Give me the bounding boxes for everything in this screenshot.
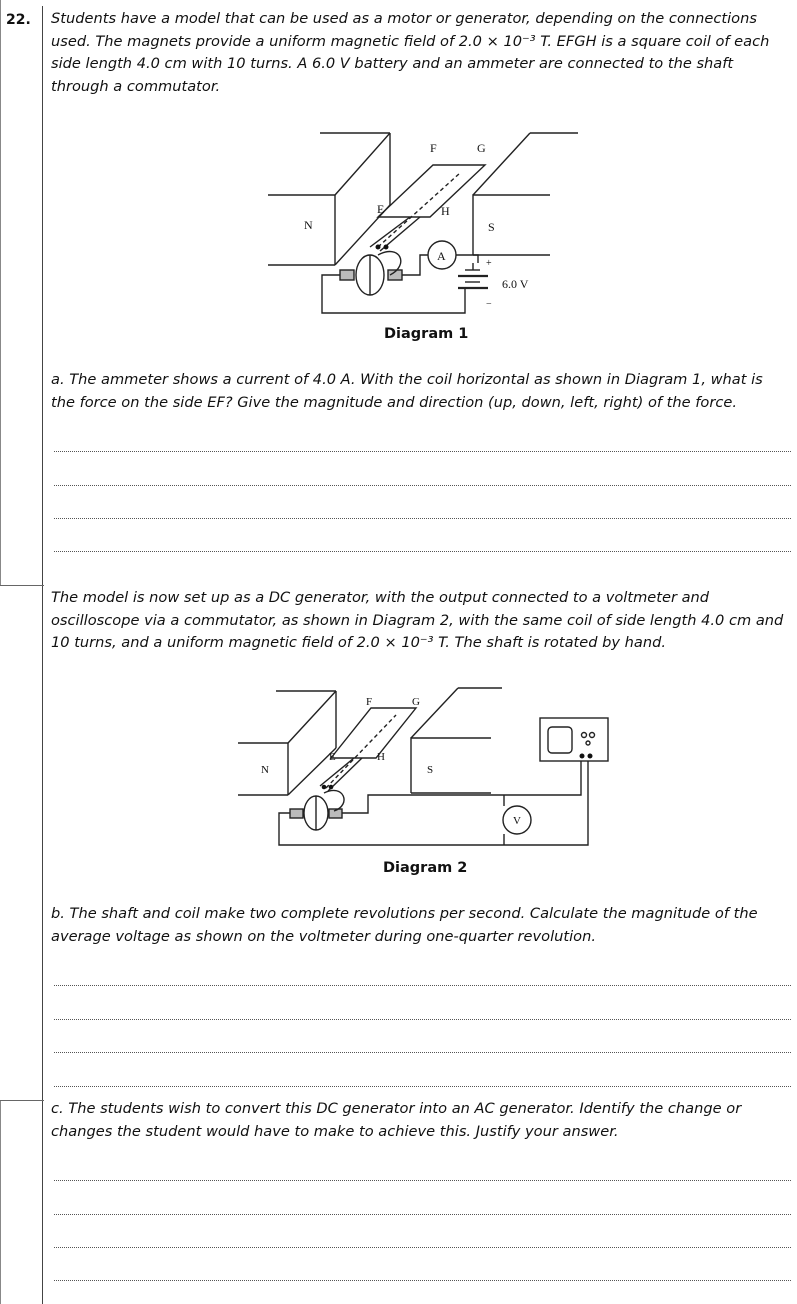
- question-number: 22.: [6, 12, 31, 28]
- diagram-1: [260, 125, 590, 320]
- label-n: N: [304, 218, 313, 232]
- magnet-n-block: [268, 133, 390, 195]
- label-ammeter: A: [437, 249, 446, 263]
- label-e: E: [377, 202, 385, 216]
- coil-efgh: [378, 165, 485, 217]
- brush-left: [290, 809, 303, 818]
- label-n: N: [261, 764, 269, 776]
- answer-line-c3[interactable]: [54, 1247, 791, 1248]
- label-h: H: [441, 204, 450, 218]
- label-s: S: [427, 764, 434, 776]
- answer-line-a2[interactable]: [54, 485, 791, 486]
- label-f: F: [366, 696, 373, 708]
- answer-line-a3[interactable]: [54, 518, 791, 519]
- label-plus: +: [486, 258, 492, 269]
- left-border-bottom: [0, 1100, 1, 1304]
- answer-line-c1[interactable]: [54, 1180, 791, 1181]
- part-c-text: c. The students wish to convert this DC generator into an AC generator. Identify the change or changes the student would have to make to achieve this. Justify your answer.: [51, 1100, 742, 1140]
- answer-line-a4[interactable]: [54, 551, 791, 552]
- label-g: G: [412, 696, 420, 708]
- magnet-s-block: [411, 738, 491, 793]
- label-s: S: [488, 220, 495, 234]
- question-intro: Students have a model that can be used as a motor or generator, depending on the connections used. The magnets provide a uniform magnetic field of 2.0 × 10⁻³ T. EFGH is a square coil of each side length 4.0 cm with 10 turns. A 6.0 V battery and an ammeter are connected to the shaft through a commutator.: [51, 10, 770, 95]
- left-border-top: [0, 0, 1, 585]
- part-2-intro: The model is now set up as a DC generator, with the output connected to a voltmeter and oscilloscope via a commutator, as shown in Diagram 2, with the same coil of side length 4.0 cm and 10 turns, and a uniform magnetic field of 2.0 × 10⁻³ T. The shaft is rotated by hand.: [51, 589, 784, 651]
- label-h: H: [377, 751, 385, 763]
- answer-line-c4[interactable]: [54, 1280, 791, 1281]
- magnet-n-block: [238, 691, 336, 743]
- coil-efgh: [331, 708, 416, 758]
- label-battery: 6.0 V: [502, 277, 529, 291]
- answer-line-b1[interactable]: [54, 985, 791, 986]
- diagram-2-caption: Diagram 2: [383, 860, 468, 876]
- label-voltmeter: V: [513, 815, 521, 827]
- label-minus: −: [486, 299, 492, 310]
- answer-line-c2[interactable]: [54, 1214, 791, 1215]
- brush-left: [340, 270, 354, 280]
- label-f: F: [430, 141, 437, 155]
- part-a-text: a. The ammeter shows a current of 4.0 A. With the coil horizontal as shown in Diagram 1, what is the force on the side EF? Give the magnitude and direction (up, down, left, right) of the force.: [51, 371, 763, 411]
- answer-line-b4[interactable]: [54, 1086, 791, 1087]
- magnet-s-block: [473, 195, 550, 255]
- diagram-2: [236, 683, 616, 851]
- question-divider-line: [42, 6, 43, 1304]
- section-rule-top: [0, 585, 44, 586]
- oscilloscope-screen: [548, 727, 572, 753]
- diagram-1-caption: Diagram 1: [384, 326, 469, 342]
- answer-line-b3[interactable]: [54, 1052, 791, 1053]
- label-g: G: [477, 141, 486, 155]
- section-rule-bottom: [0, 1100, 44, 1101]
- label-e: E: [329, 751, 336, 763]
- answer-line-b2[interactable]: [54, 1019, 791, 1020]
- answer-line-a1[interactable]: [54, 451, 791, 452]
- part-b-text: b. The shaft and coil make two complete revolutions per second. Calculate the magnitude of the average voltage as shown on the voltmeter during one-quarter revolution.: [51, 905, 758, 945]
- oscilloscope: [540, 718, 608, 761]
